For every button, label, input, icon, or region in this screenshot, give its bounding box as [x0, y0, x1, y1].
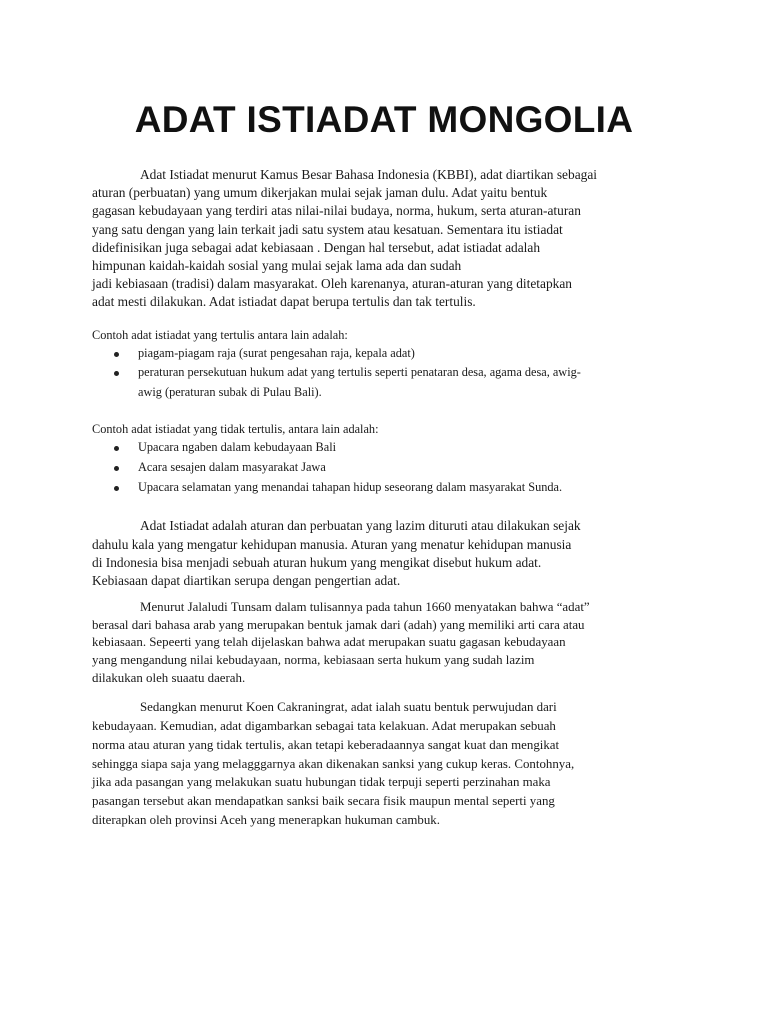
- unwritten-examples-list: [92, 438, 676, 497]
- text-line: sehingga siapa saja yang melagggarnya akan dikenakan sanksi yang cukup keras. Contohnya,: [92, 756, 575, 771]
- bullet-icon: [114, 466, 119, 471]
- text-line: kebudayaan. Kemudian, adat digambarkan sebagai tata kelakuan. Adat merupakan sebuah: [92, 718, 556, 733]
- unwritten-examples-intro: Contoh adat istiadat yang tidak tertulis, antara lain adalah:: [92, 422, 379, 437]
- written-examples-list: [92, 344, 676, 403]
- written-examples-intro: Contoh adat istiadat yang tertulis antara lain adalah:: [92, 327, 348, 342]
- list-item-text: peraturan persekutuan hukum adat yang tertulis seperti penataran desa, agama desa, awig-: [138, 365, 581, 380]
- text-line: kebiasaan. Sepeerti yang telah dijelaskan bahwa adat merupakan suatu gagasan kebudayaan: [92, 635, 566, 650]
- document-title: ADAT ISTIADAT MONGOLIA: [134, 99, 634, 140]
- list-item-text: Upacara ngaben dalam kebudayaan Bali: [138, 440, 337, 455]
- text-line: dilakukan oleh suaatu daerah.: [92, 670, 246, 685]
- bullet-icon: [114, 352, 119, 357]
- text-line: Menurut Jalaludi Tunsam dalam tulisannya pada tahun 1660 menyatakan bahwa “adat”: [140, 600, 590, 615]
- paragraph-adat-meaning: [92, 517, 676, 590]
- list-item: [92, 363, 676, 403]
- list-item: [92, 478, 676, 498]
- text-line: Sedangkan menurut Koen Cakraningrat, adat ialah suatu bentuk perwujudan dari: [140, 700, 557, 715]
- list-item-text: awig (peraturan subak di Pulau Bali).: [138, 385, 322, 400]
- list-item: [92, 438, 676, 458]
- text-line: di Indonesia bisa menjadi sebuah aturan hukum yang mengikat disebut hukum adat.: [92, 554, 542, 570]
- paragraph-adat-definition: [92, 166, 676, 312]
- bullet-icon: [114, 371, 119, 376]
- text-line: norma atau aturan yang tidak tertulis, akan tetapi keberadaannya sangat kuat dan mengikat: [92, 737, 560, 752]
- list-item-text: Acara sesajen dalam masyarakat Jawa: [138, 459, 326, 474]
- paragraph-koen-cakraningrat: [92, 698, 676, 830]
- text-line: Adat Istiadat menurut Kamus Besar Bahasa Indonesia (KBBI), adat diartikan sebagai: [140, 167, 598, 182]
- list-item-text: piagam-piagam raja (surat pengesahan raja, kepala adat): [138, 345, 415, 360]
- text-line: Kebiasaan dapat diartikan serupa dengan pengertian adat.: [92, 573, 401, 589]
- document-page: [92, 0, 676, 830]
- text-line: diterapkan oleh provinsi Aceh yang menerapkan hukuman cambuk.: [92, 812, 440, 827]
- text-line: gagasan kebudayaan yang terdiri atas nilai-nilai budaya, norma, hukum, serta aturan-aturan: [92, 203, 581, 219]
- text-line: dahulu kala yang mengatur kehidupan manusia. Aturan yang menatur kehidupan manusia: [92, 536, 572, 552]
- text-line: jika ada pasangan yang melakukan suatu hubungan tidak terpuji seperti perzinahan maka: [92, 775, 551, 790]
- list-item: [92, 344, 676, 364]
- text-line: didefinisikan juga sebagai adat kebiasaan . Dengan hal tersebut, adat istiadat adalah: [92, 239, 541, 255]
- bullet-icon: [114, 446, 119, 451]
- paragraph-jalaludi-tunsam: [92, 599, 676, 687]
- list-item-text: Upacara selamatan yang menandai tahapan hidup seseorang dalam masyarakat Sunda.: [138, 479, 563, 494]
- text-line: yang satu dengan yang lain terkait jadi satu system atau kesatuan. Sementara itu istiadat: [92, 221, 563, 237]
- bullet-icon: [114, 486, 119, 491]
- text-line: berasal dari bahasa arab yang merupakan bentuk jamak dari (adah) yang memiliki arti cara atau: [92, 617, 585, 632]
- list-item: [92, 458, 676, 478]
- text-line: jadi kebiasaan (tradisi) dalam masyarakat. Oleh karenanya, aturan-aturan yang ditetapkan: [92, 276, 572, 292]
- text-line: pasangan tersebut akan mendapatkan sanksi baik secara fisik maupun mental seperti yang: [92, 794, 555, 809]
- text-line: yang mengandung nilai kebudayaan, norma, kebiasaan serta hukum yang sudah lazim: [92, 653, 535, 667]
- text-line: adat mesti dilakukan. Adat istiadat dapat berupa tertulis dan tak tertulis.: [92, 294, 476, 310]
- text-line: Adat Istiadat adalah aturan dan perbuatan yang lazim dituruti atau dilakukan sejak: [140, 518, 581, 534]
- text-line: himpunan kaidah-kaidah sosial yang mulai sejak lama ada dan sudah: [92, 258, 462, 274]
- text-line: aturan (perbuatan) yang umum dikerjakan mulai sejak jaman dulu. Adat yaitu bentuk: [92, 185, 548, 201]
